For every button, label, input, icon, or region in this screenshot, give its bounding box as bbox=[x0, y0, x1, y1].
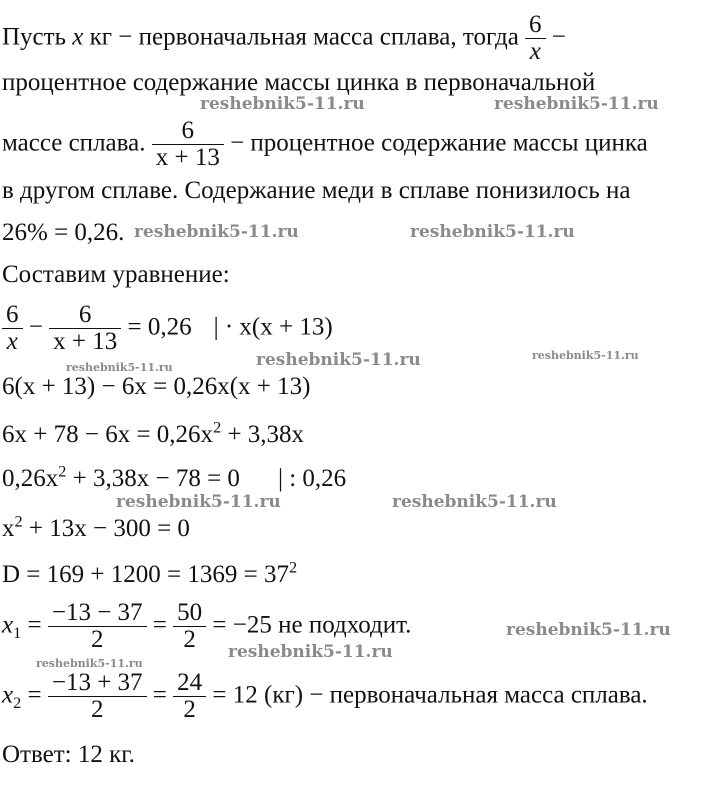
text-segment: массе сплава. bbox=[2, 129, 152, 157]
fraction-denominator: x + 13 bbox=[152, 144, 224, 171]
variable-x: x bbox=[2, 681, 14, 709]
problem-line-2: процентное содержание массы цинка в первоначальной bbox=[2, 69, 596, 96]
fraction-denominator: 2 bbox=[48, 626, 147, 653]
text-segment: + 3,38x bbox=[221, 421, 305, 448]
text-segment: = −25 не подходит. bbox=[206, 611, 412, 639]
problem-line-1 bbox=[2, 12, 566, 66]
equation-6 bbox=[2, 558, 298, 588]
fraction-numerator: 6 bbox=[6, 301, 19, 328]
text-segment: кг − первоначальная масса сплава, тогда bbox=[83, 23, 526, 51]
fraction-6-over-x-plus-13 bbox=[152, 118, 224, 172]
watermark: reshebnik5-11.ru bbox=[506, 620, 671, 640]
watermark: reshebnik5-11.ru bbox=[410, 222, 575, 242]
fraction-denominator: 2 bbox=[173, 696, 206, 723]
subscript: 2 bbox=[13, 694, 22, 713]
text-segment: − bbox=[545, 23, 566, 51]
exponent: 2 bbox=[14, 512, 23, 531]
watermark: reshebnik5-11.ru bbox=[66, 361, 173, 374]
fraction-numerator: −13 − 37 bbox=[51, 599, 143, 626]
fraction bbox=[48, 600, 147, 654]
watermark: reshebnik5-11.ru bbox=[36, 657, 143, 670]
fraction-numerator: 6 bbox=[181, 117, 195, 144]
watermark: reshebnik5-11.ru bbox=[200, 94, 365, 114]
root-x2 bbox=[2, 670, 648, 724]
fraction bbox=[48, 670, 147, 724]
watermark: reshebnik5-11.ru bbox=[228, 642, 393, 662]
fraction-denominator: 2 bbox=[173, 626, 206, 653]
equation-3 bbox=[2, 418, 305, 448]
operator: = bbox=[21, 611, 48, 639]
problem-line-4: в другом сплаве. Содержание меди в сплаве понизилось на bbox=[2, 177, 631, 204]
text-segment: 6x + 78 − 6x = 0,26x bbox=[2, 421, 214, 448]
subscript: 1 bbox=[13, 624, 22, 643]
fraction-6-over-x bbox=[525, 12, 546, 66]
problem-line-3 bbox=[2, 118, 648, 172]
operator: = bbox=[146, 611, 174, 639]
equation-2: 6(x + 13) − 6x = 0,26x(x + 13) bbox=[2, 373, 311, 400]
problem-line-5: 26% = 0,26. bbox=[2, 219, 125, 246]
text-segment: D = 169 + 1200 = 1369 = 37 bbox=[2, 561, 289, 588]
text-segment: Пусть bbox=[2, 23, 73, 51]
text-segment: − процентное содержание массы цинка bbox=[223, 129, 648, 157]
watermark: reshebnik5-11.ru bbox=[494, 94, 659, 114]
watermark: reshebnik5-11.ru bbox=[116, 492, 281, 512]
fraction-denominator: 2 bbox=[48, 696, 147, 723]
problem-line-6: Составим уравнение: bbox=[2, 261, 230, 288]
fraction-numerator: 6 bbox=[78, 301, 92, 328]
text-segment: = 0,26 bbox=[121, 313, 192, 341]
watermark: reshebnik5-11.ru bbox=[256, 350, 421, 370]
text-segment: = 12 (кг) − первоначальная масса сплава. bbox=[206, 681, 648, 709]
fraction-numerator: 6 bbox=[529, 11, 542, 38]
fraction-denominator: x + 13 bbox=[49, 328, 121, 355]
watermark: reshebnik5-11.ru bbox=[532, 349, 639, 362]
fraction bbox=[49, 302, 121, 356]
operator: = bbox=[21, 681, 48, 709]
variable-x: x bbox=[529, 38, 541, 66]
operation-note: | · x(x + 13) bbox=[213, 313, 333, 341]
variable-x: x bbox=[72, 23, 84, 51]
fraction-numerator: 50 bbox=[177, 599, 203, 626]
fraction bbox=[173, 600, 206, 654]
variable-x: x bbox=[6, 328, 18, 356]
equation-5 bbox=[2, 512, 190, 542]
fraction-denominator bbox=[525, 38, 546, 65]
exponent: 2 bbox=[213, 418, 222, 437]
fraction-numerator: −13 + 37 bbox=[51, 669, 143, 696]
fraction-numerator: 24 bbox=[177, 669, 203, 696]
text-segment: + 3,38x − 78 = 0 bbox=[66, 465, 240, 492]
answer: Ответ: 12 кг. bbox=[2, 741, 135, 768]
variable-x: x bbox=[2, 611, 14, 639]
watermark: reshebnik5-11.ru bbox=[392, 492, 557, 512]
fraction bbox=[173, 670, 206, 724]
operator: = bbox=[146, 681, 174, 709]
equation-4 bbox=[2, 462, 347, 492]
text-segment: + 13x − 300 = 0 bbox=[22, 515, 190, 542]
exponent: 2 bbox=[288, 558, 298, 577]
operation-note: | : 0,26 bbox=[277, 465, 347, 492]
fraction-denominator bbox=[2, 328, 23, 355]
equation-1 bbox=[2, 302, 333, 356]
fraction bbox=[2, 302, 23, 356]
operator: − bbox=[22, 313, 50, 341]
text-segment: 0,26x bbox=[2, 465, 59, 492]
text-segment: x bbox=[2, 515, 15, 542]
watermark: reshebnik5-11.ru bbox=[134, 222, 299, 242]
exponent: 2 bbox=[58, 462, 67, 481]
